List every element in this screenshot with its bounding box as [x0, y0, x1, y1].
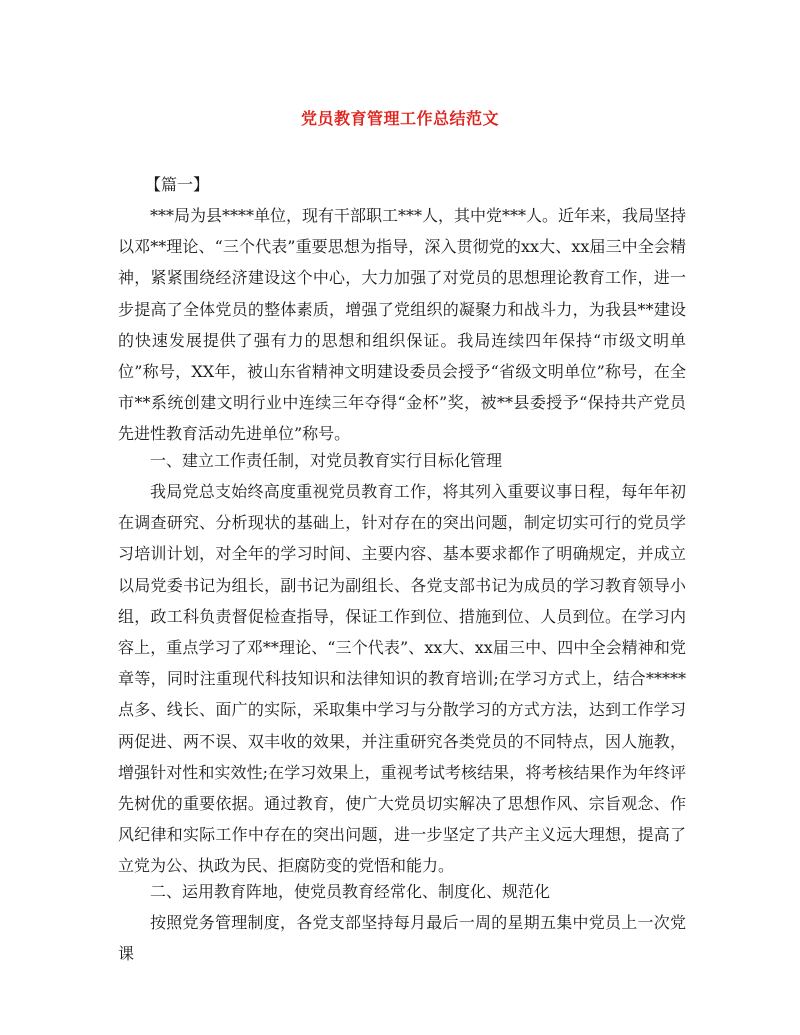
heading-two: [118, 876, 686, 907]
paragraph-intro: [118, 200, 686, 450]
paragraph-party-lessons: [118, 907, 686, 969]
paragraph-text: 我局党总支始终高度重视党员教育工作，将其列入重要议事日程，每年年初在调查研究、分析现状的基础上，针对存在的突出问题，制定切实可行的党员学习培训计划，对全年的学习时间、主要内容、基本要求都作了明确规定，并成立以局党委书记为组长，副书记为副组长、各党支部书记为成员的学习教育领导小组，政工科负责督促检查指导，保证工作到位、措施到位、人员到位。在学习内容上，重点学习了邓**理论、“三个代表”、xx大、xx届三中、四中全会精神和党章等，同时注重现代科技知识和法律知识的教育培训;在学习方式上，结合*****点多、线长、面广的实际，采取集中学习与分散学习的方式方法，达到工作学习两促进、两不误、双丰收的效果，并注重研究各类党员的不同特点，因人施教，增强针对性和实效性;在学习效果上，重视考试考核结果，将考核结果作为年终评先树优的重要依据。通过教育，使广大党员切实解决了思想作风、宗旨观念、作风纪律和实际工作中存在的突出问题，进一步坚定了共产主义远大理想，提高了立党为公、执政为民、拒腐防变的党悟和能力。: [118, 482, 686, 876]
section-label: 【篇一】: [145, 175, 210, 194]
paragraph-text: 按照党务管理制度，各党支部坚持每月最后一周的星期五集中党员上一次党课: [118, 913, 686, 964]
heading-text: 一、建立工作责任制，对党员教育实行目标化管理: [150, 451, 503, 470]
heading-text: 二、运用教育阵地，使党员教育经常化、制度化、规范化: [150, 882, 551, 901]
heading-one: [118, 445, 686, 476]
paragraph-responsibility: [118, 476, 686, 882]
document-title: 党员教育管理工作总结范文: [300, 109, 499, 128]
paragraph-text: ***局为县****单位，现有干部职工***人，其中党***人。近年来，我局坚持以邓**理论、“三个代表”重要思想为指导，深入贯彻党的xx大、xx届三中全会精神，紧紧围绕经济建设这个中心，大力加强了对党员的思想理论教育工作，进一步提高了全体党员的整体素质，增强了党组织的凝聚力和战斗力，为我县**建设的快速发展提供了强有力的思想和组织保证。我局连续四年保持“市级文明单位”称号，XX年，被山东省精神文明建设委员会授予“省级文明单位”称号，在全市**系统创建文明行业中连续三年夺得“金杯”奖，被**县委授予“保持共产党员先进性教育活动先进单位”称号。: [118, 206, 687, 444]
